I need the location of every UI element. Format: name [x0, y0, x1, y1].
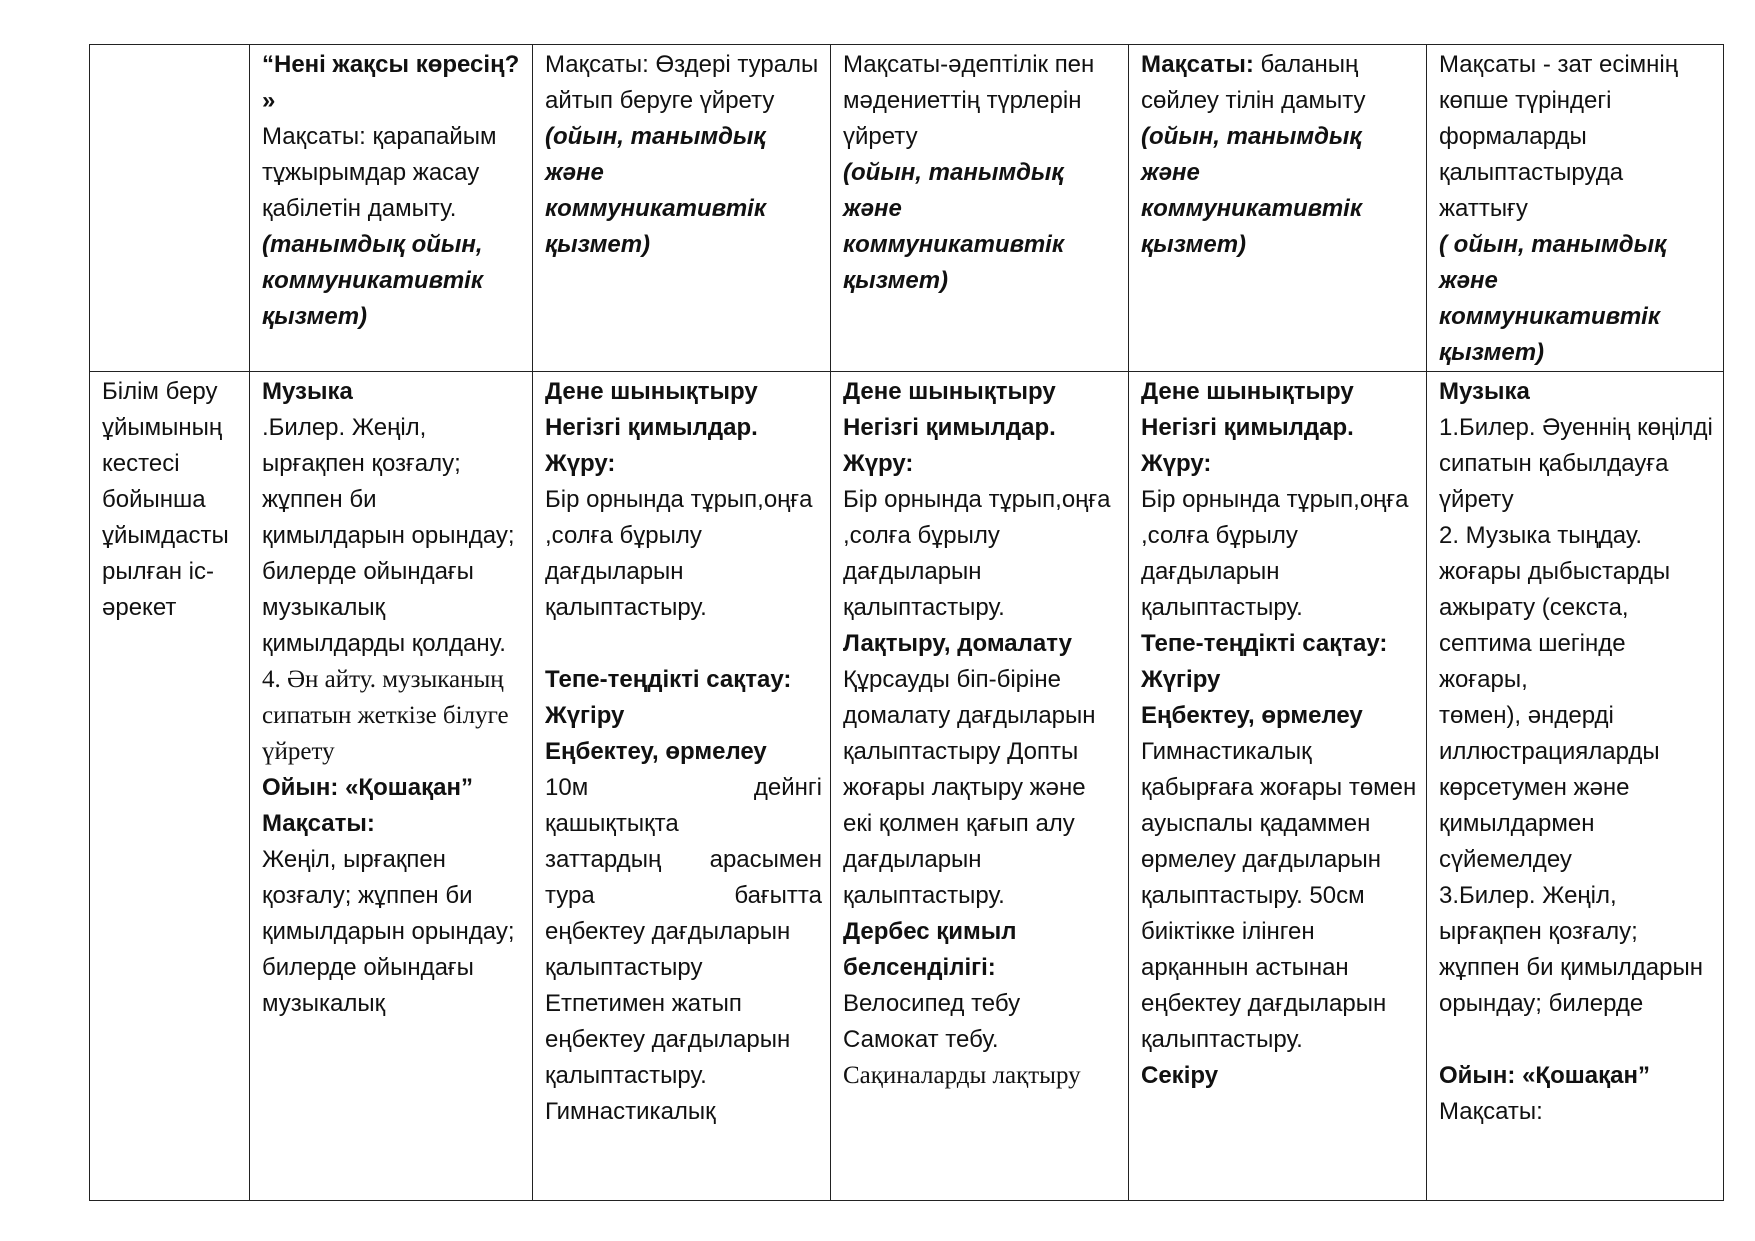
rings-text: Сақиналарды лақтыру — [843, 1062, 1081, 1089]
table-cell-tuesday-speech — [533, 45, 831, 372]
subject-heading: Музыка — [262, 378, 353, 405]
table-cell-friday-speech — [1427, 45, 1724, 372]
crawl-label: Еңбектеу, өрмелеу — [545, 738, 767, 765]
activity-goal: Мақсаты: қарапайым тұжырымдар жасау қабілетін дамыту. — [262, 123, 497, 222]
game-title: Ойын: «Қошақан” — [262, 774, 473, 801]
walk-label: Жүру: — [545, 450, 616, 477]
row-header-organized-activity — [90, 372, 250, 1201]
activity-type: ( ойын, танымдық және коммуникативтік қызмет) — [1439, 231, 1667, 366]
activity-goal — [1141, 47, 1418, 119]
subject-heading: Музыка — [1439, 378, 1530, 405]
goal-label: Мақсаты: — [1141, 51, 1254, 78]
crawl-text: еңбектеу дағдыларын қалыптастыру Етпетимен жатып еңбектеу дағдыларын қалыптастыру. Гимнастикалық — [545, 918, 791, 1125]
activity-type: (ойын, танымдық және коммуникативтік қызмет) — [1141, 123, 1362, 258]
table-cell-thursday-pe — [1129, 372, 1427, 1201]
activity-type: (ойын, танымдық және коммуникативтік қызмет) — [843, 159, 1064, 294]
crawl-line: қашықтықта — [545, 810, 679, 837]
dance-text: .Билер. Жеңіл, ырғақпен қозғалу; жұппен би қимылдарын орындау; билерде ойындағы музыкалық қимылдарды қолдану. — [262, 414, 515, 657]
walk-label: Жүру: — [1141, 450, 1212, 477]
subject-heading: Дене шынықтыру — [1141, 378, 1354, 405]
activity-title: “Нені жақсы көресің? » — [262, 51, 520, 114]
walk-text: Бір орнында тұрып,оңға ,солға бұрылу дағдыларын қалыптастыру. — [1141, 486, 1409, 621]
goal-text: баланың сөйлеу тілін дамыту — [1141, 51, 1366, 114]
table-cell-tuesday-pe — [533, 372, 831, 1201]
goal-text: Жеңіл, ырғақпен қозғалу; жұппен би қимылдарын орындау; билерде ойындағы музыкалық — [262, 846, 515, 1017]
table-row — [90, 372, 1724, 1201]
spacer — [545, 626, 822, 662]
basic-movements: Негізгі қимылдар. — [545, 414, 758, 441]
jump-label: Секіру — [1141, 1062, 1219, 1089]
table-cell-monday-speech — [250, 45, 533, 372]
balance-label: Тепе-теңдікті сақтау: — [1141, 630, 1388, 657]
throw-text: Құрсауды біп-біріне домалату дағдыларын қалыптастыру Допты жоғары лақтыру және екі қолмен қағып алу дағдыларын қалыптастыру. — [843, 666, 1096, 909]
throw-label: Лақтыру, домалату — [843, 630, 1072, 657]
activity-goal: Мақсаты-әдептілік пен мәдениеттің түрлерін үйрету — [843, 51, 1095, 150]
balance-label: Тепе-теңдікті сақтау: — [545, 666, 792, 693]
music-item: 3.Билер. Жеңіл, ырғақпен қозғалу; жұппен би қимылдарын орындау; билерде — [1439, 882, 1703, 1017]
goal-label: Мақсаты: — [262, 810, 375, 837]
run-label: Жүгіру — [545, 702, 625, 729]
crawl-label: Еңбектеу, өрмелеу — [1141, 702, 1363, 729]
walk-text: Бір орнында тұрып,оңға ,солға бұрылу дағдыларын қалыптастыру. — [545, 486, 813, 621]
table-row — [90, 45, 1724, 372]
crawl-text: Гимнастикалық қабырғаға жоғары төмен ауыспалы қадаммен өрмелеу дағдыларын қалыптастыру. 50см биіктікке ілінген арқаннын астынан еңбектеу дағдыларын қалыптастыру. — [1141, 738, 1417, 1053]
music-item: 2. Музыка тыңдау. жоғары дыбыстарды ажырату (секста, септима шегінде жоғары, — [1439, 522, 1671, 693]
crawl-line: 10м дейнгі — [545, 774, 822, 801]
walk-label: Жүру: — [843, 450, 914, 477]
song-text: 4. Ән айту. музыканың сипатын жеткізе білуге үйрету — [262, 666, 509, 765]
music-item: 1.Билер. Әуеннің көңілді сипатын қабылдауға үйрету — [1439, 414, 1713, 513]
subject-heading: Дене шынықтыру — [843, 378, 1056, 405]
basic-movements: Негізгі қимылдар. — [1141, 414, 1354, 441]
goal-label: Мақсаты: — [1439, 1098, 1543, 1125]
run-label: Жүгіру — [1141, 666, 1221, 693]
table-cell-thursday-speech — [1129, 45, 1427, 372]
table-cell-empty — [90, 45, 250, 372]
row-header-text: Білім беру ұйымының кестесі бойынша ұйымдастырылған іс-әрекет — [102, 378, 229, 621]
game-title: Ойын: «Қошақан” — [1439, 1062, 1650, 1089]
crawl-line: тура бағытта — [545, 882, 822, 909]
weekly-plan-table — [89, 44, 1724, 1201]
table-cell-wednesday-speech — [831, 45, 1129, 372]
table-cell-friday-music — [1427, 372, 1724, 1201]
music-item: төмен), әндерді иллюстрацияларды көрсетумен және қимылдармен сүйемелдеу — [1439, 702, 1660, 873]
activity-type: (ойын, танымдық және коммуникативтік қызмет) — [545, 123, 766, 258]
basic-movements: Негізгі қимылдар. — [843, 414, 1056, 441]
walk-text: Бір орнында тұрып,оңға ,солға бұрылу дағдыларын қалыптастыру. — [843, 486, 1111, 621]
free-activity-text: Велосипед тебу Самокат тебу. — [843, 990, 1021, 1053]
spacer — [1439, 1022, 1715, 1058]
activity-type: (танымдық ойын, коммуникативтік қызмет) — [262, 231, 483, 330]
crawl-line: заттардың арасымен — [545, 846, 822, 873]
free-activity-label: Дербес қимыл белсенділігі: — [843, 918, 1017, 981]
subject-heading: Дене шынықтыру — [545, 378, 758, 405]
activity-goal: Мақсаты - зат есімнің көпше түріндегі формаларды қалыптастыруда жаттығу — [1439, 51, 1679, 222]
table-cell-monday-music — [250, 372, 533, 1201]
activity-goal: Мақсаты: Өздері туралы айтып беруге үйрету — [545, 51, 819, 114]
table-cell-wednesday-pe — [831, 372, 1129, 1201]
